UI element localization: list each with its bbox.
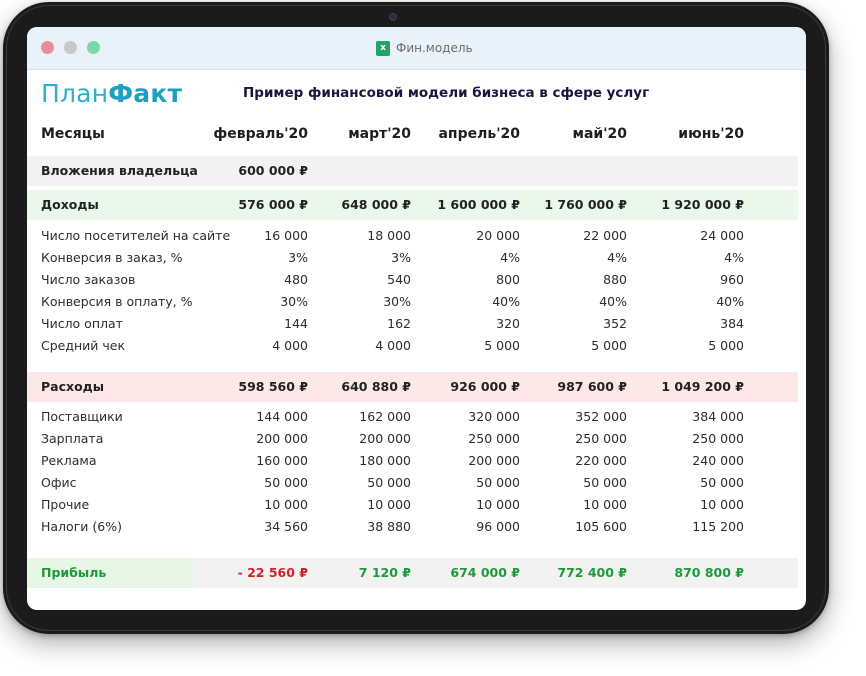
- table-row: [27, 472, 798, 494]
- table-cell: 162 000: [359, 409, 411, 424]
- row-label: Прибыль: [41, 565, 107, 580]
- table-cell: 540: [387, 272, 411, 287]
- table-cell: 50 000: [583, 475, 627, 490]
- table-cell: 200 000: [359, 431, 411, 446]
- row-label: Налоги (6%): [41, 519, 122, 534]
- table-cell: 220 000: [575, 453, 627, 468]
- table-cell: 4%: [724, 250, 744, 265]
- table-row: [27, 450, 798, 472]
- table-cell: 1 600 000 ₽: [437, 197, 520, 212]
- month-header: февраль'20: [213, 126, 308, 142]
- row-label: Число посетителей на сайте: [41, 228, 231, 243]
- month-header: июнь'20: [678, 126, 744, 142]
- table-cell: 40%: [599, 294, 627, 309]
- table-cell: 320: [496, 316, 520, 331]
- table-cell: 598 560 ₽: [238, 379, 308, 394]
- planfact-logo: [41, 79, 182, 108]
- table-row: [27, 313, 798, 335]
- table-row: [27, 247, 798, 269]
- table-cell: 480: [284, 272, 308, 287]
- table-cell: 20 000: [476, 228, 520, 243]
- table-cell: 800: [496, 272, 520, 287]
- minimize-window-button[interactable]: [64, 41, 77, 54]
- table-cell: 115 200: [692, 519, 744, 534]
- table-cell: 4 000: [272, 338, 308, 353]
- document-title: Пример финансовой модели бизнеса в сфере услуг: [243, 85, 650, 101]
- tablet-frame: [3, 2, 829, 634]
- table-cell: 987 600 ₽: [557, 379, 627, 394]
- table-row: [27, 428, 798, 450]
- table-cell: 5 000: [484, 338, 520, 353]
- table-cell: 250 000: [468, 431, 520, 446]
- table-cell: 1 760 000 ₽: [544, 197, 627, 212]
- table-cell: 880: [603, 272, 627, 287]
- table-cell: 38 880: [367, 519, 411, 534]
- table-cell: 3%: [391, 250, 411, 265]
- profit-cell: 772 400 ₽: [557, 565, 627, 580]
- table-row: [27, 516, 798, 538]
- table-cell: 10 000: [264, 497, 308, 512]
- table-cell: 4 000: [375, 338, 411, 353]
- table-cell: 240 000: [692, 453, 744, 468]
- window-title: [376, 40, 473, 56]
- table-cell: 50 000: [367, 475, 411, 490]
- table-cell: 200 000: [256, 431, 308, 446]
- profit-cell: 7 120 ₽: [358, 565, 411, 580]
- window-title-text: Фин.модель: [396, 41, 473, 55]
- profit-cell: 870 800 ₽: [674, 565, 744, 580]
- expenses-total-row: [27, 372, 798, 402]
- table-cell: 30%: [383, 294, 411, 309]
- table-cell: 352 000: [575, 409, 627, 424]
- row-label: Расходы: [41, 379, 105, 394]
- table-cell: 24 000: [700, 228, 744, 243]
- table-cell: 3%: [288, 250, 308, 265]
- table-cell: 926 000 ₽: [450, 379, 520, 394]
- table-cell: 144 000: [256, 409, 308, 424]
- table-cell: 160 000: [256, 453, 308, 468]
- app-window: [27, 27, 806, 610]
- row-label: Прочие: [41, 497, 90, 512]
- table-cell: 10 000: [700, 497, 744, 512]
- table-cell: 22 000: [583, 228, 627, 243]
- table-cell: 320 000: [468, 409, 520, 424]
- table-cell: 96 000: [476, 519, 520, 534]
- month-header: март'20: [348, 126, 411, 142]
- table-cell: 960: [720, 272, 744, 287]
- logo-part-fact: Факт: [108, 79, 183, 108]
- table-cell: 105 600: [575, 519, 627, 534]
- row-label: Число заказов: [41, 272, 136, 287]
- table-row: [27, 225, 798, 247]
- months-header-label: Месяцы: [41, 126, 105, 142]
- table-cell: 384 000: [692, 409, 744, 424]
- owner-investment-row: [27, 156, 798, 186]
- row-label: Средний чек: [41, 338, 126, 353]
- row-label: Вложения владельца: [41, 163, 198, 178]
- table-cell: 50 000: [264, 475, 308, 490]
- table-cell: 4%: [500, 250, 520, 265]
- excel-icon: x: [376, 41, 390, 56]
- table-cell: 4%: [607, 250, 627, 265]
- table-cell: 648 000 ₽: [341, 197, 411, 212]
- table-row: [27, 291, 798, 313]
- table-cell: 40%: [716, 294, 744, 309]
- table-cell: 250 000: [575, 431, 627, 446]
- table-cell: 10 000: [476, 497, 520, 512]
- table-cell: 30%: [280, 294, 308, 309]
- table-cell: 1 920 000 ₽: [661, 197, 744, 212]
- month-header-row: [27, 123, 798, 145]
- table-cell: 640 880 ₽: [341, 379, 411, 394]
- table-cell: 18 000: [367, 228, 411, 243]
- table-cell: 144: [284, 316, 308, 331]
- table-row: [27, 494, 798, 516]
- table-cell: 16 000: [264, 228, 308, 243]
- table-row: [27, 406, 798, 428]
- table-row: [27, 269, 798, 291]
- table-cell: 600 000 ₽: [238, 163, 308, 178]
- table-cell: 10 000: [583, 497, 627, 512]
- row-label: Конверсия в заказ, %: [41, 250, 183, 265]
- table-row: [27, 335, 798, 357]
- table-cell: 384: [720, 316, 744, 331]
- table-cell: 180 000: [359, 453, 411, 468]
- table-cell: 5 000: [708, 338, 744, 353]
- logo-part-plan: План: [41, 79, 109, 108]
- month-header: май'20: [572, 126, 627, 142]
- maximize-window-button[interactable]: [87, 41, 100, 54]
- income-total-row: [27, 190, 798, 220]
- table-cell: 576 000 ₽: [238, 197, 308, 212]
- row-label: Конверсия в оплату, %: [41, 294, 193, 309]
- table-cell: 40%: [492, 294, 520, 309]
- camera-icon: [389, 13, 397, 21]
- profit-cell-negative: - 22 560 ₽: [237, 565, 308, 580]
- table-cell: 352: [603, 316, 627, 331]
- table-cell: 34 560: [264, 519, 308, 534]
- month-header: апрель'20: [438, 126, 520, 142]
- table-cell: 10 000: [367, 497, 411, 512]
- table-cell: 50 000: [700, 475, 744, 490]
- window-titlebar: [27, 27, 806, 70]
- profit-row: [27, 558, 798, 588]
- profit-cell: 674 000 ₽: [450, 565, 520, 580]
- table-cell: 5 000: [591, 338, 627, 353]
- row-label: Офис: [41, 475, 77, 490]
- row-label: Число оплат: [41, 316, 123, 331]
- close-window-button[interactable]: [41, 41, 54, 54]
- row-label: Доходы: [41, 197, 99, 212]
- table-cell: 162: [387, 316, 411, 331]
- table-cell: 250 000: [692, 431, 744, 446]
- row-label: Реклама: [41, 453, 97, 468]
- row-label: Зарплата: [41, 431, 104, 446]
- table-cell: 200 000: [468, 453, 520, 468]
- row-label: Поставщики: [41, 409, 123, 424]
- table-cell: 1 049 200 ₽: [661, 379, 744, 394]
- table-cell: 50 000: [476, 475, 520, 490]
